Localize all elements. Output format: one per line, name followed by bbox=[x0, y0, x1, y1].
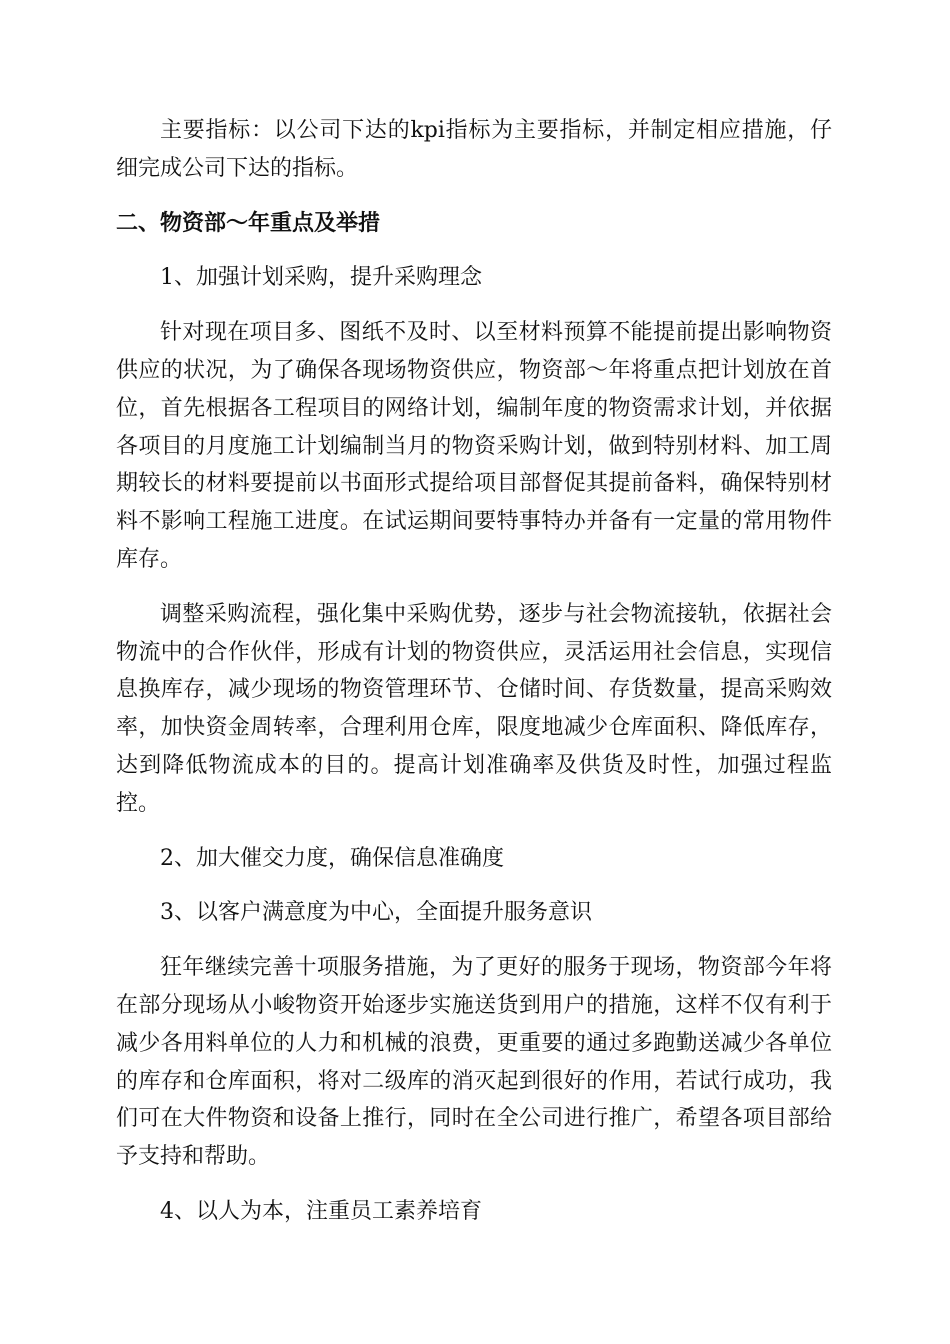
paragraph-main-indicators: 主要指标：以公司下达的kpi指标为主要指标，并制定相应措施，仔细完成公司下达的指标。 bbox=[116, 118, 832, 181]
subheading-planned-procurement: 1、加强计划采购，提升采购理念 bbox=[160, 265, 482, 291]
paragraph-procurement-process: 调整采购流程，强化集中采购优势，逐步与社会物流接轨，依据社会物流中的合作伙伴，形成有计划的物资供应，灵活运用社会信息，实现信息换库存，减少现场的物资管理环节、仓储时间、存货数量，提高采购效率，加快资金周转率，合理利用仓库，限度地减少仓库面积、降低库存，达到降低物流成本的目的。提高计划准确率及供货及时性，加强过程监控。 bbox=[116, 601, 832, 816]
subheading-customer-satisfaction: 3、以客户满意度为中心，全面提升服务意识 bbox=[160, 900, 592, 926]
document-body bbox=[116, 112, 832, 1248]
section-heading: 二、物资部～年重点及举措 bbox=[116, 210, 381, 236]
subheading-expediting: 2、加大催交力度，确保信息准确度 bbox=[160, 845, 504, 871]
subheading-staff-training: 4、以人为本，注重员工素养培育 bbox=[160, 1198, 482, 1224]
paragraph-procurement-plan: 针对现在项目多、图纸不及时、以至材料预算不能提前提出影响物资供应的状况，为了确保各现场物资供应，物资部～年将重点把计划放在首位，首先根据各工程项目的网络计划，编制年度的物资需求计划，并依据各项目的月度施工计划编制当月的物资采购计划，做到特别材料、加工周期较长的材料要提前以书面形式提给项目部督促其提前备料，确保特别材料不影响工程施工进度。在试运期间要特事特办并备有一定量的常用物件库存。 bbox=[116, 320, 832, 572]
paragraph-service-measures: 狂年继续完善十项服务措施，为了更好的服务于现场，物资部今年将在部分现场从小峻物资开始逐步实施送货到用户的措施，这样不仅有利于减少各用料单位的人力和机械的浪费，更重要的通过多跑勤送减少各单位的库存和仓库面积，将对二级库的消灭起到很好的作用，若试行成功，我们可在大件物资和设备上推行，同时在全公司进行推广，希望各项目部给予支持和帮助。 bbox=[116, 955, 832, 1170]
